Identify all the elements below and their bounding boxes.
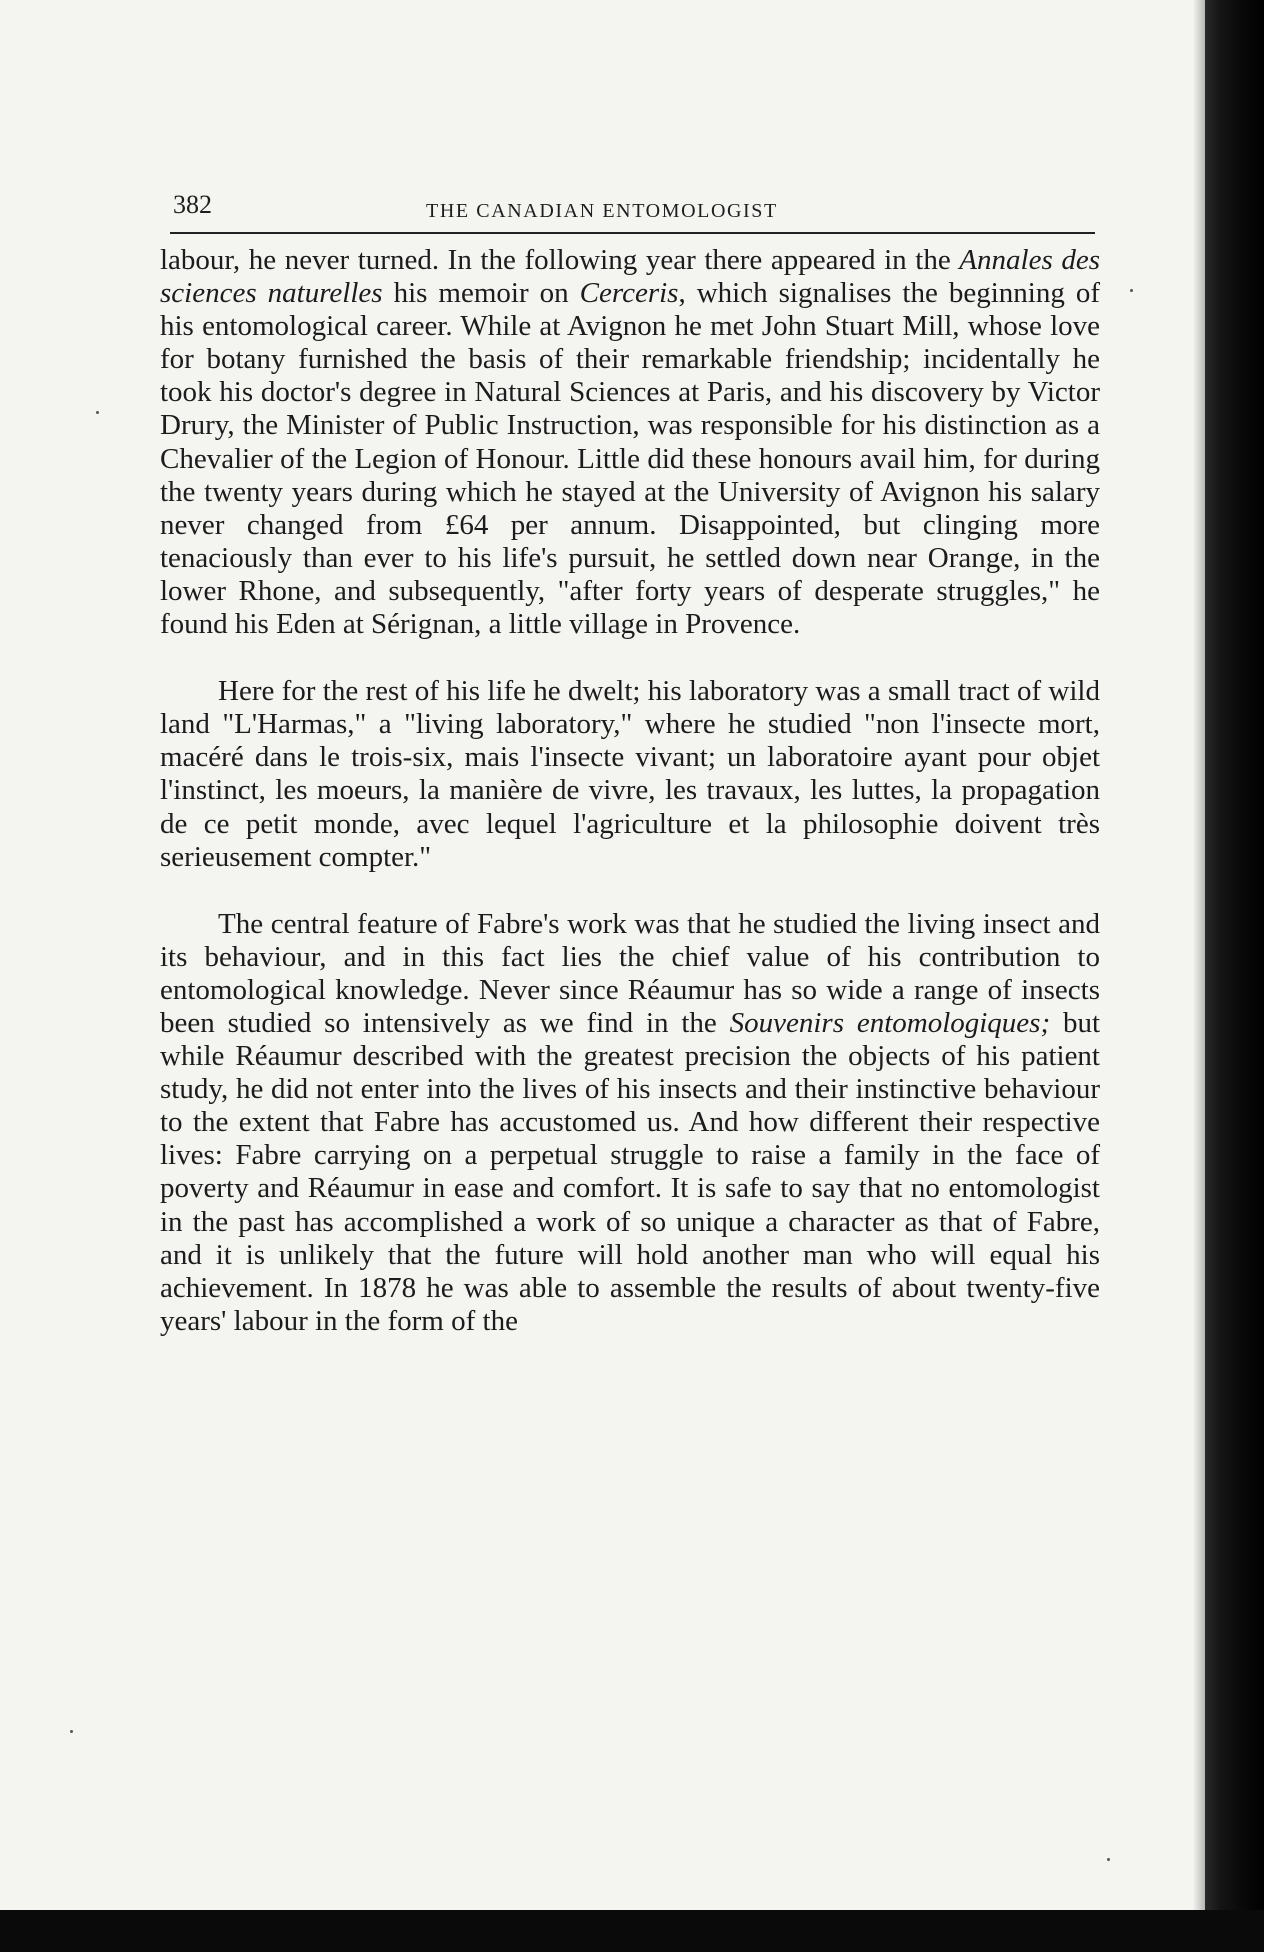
header-rule — [170, 232, 1095, 234]
dust-speck — [96, 411, 99, 414]
scan-border — [0, 1910, 1264, 1952]
paragraph-gap — [160, 874, 1100, 908]
paragraph-2: Here for the rest of his life he dwelt; his laboratory was a small tract of wild land "L'Harmas," a "living laboratory," where he studied "non l'insecte mort, macéré dans le trois-six, mais l'insecte vivant; un laboratoire ayant pour objet l'instinct, les moeurs, la manière de vivre, les travaux, les luttes, la propagation de ce petit monde, avec lequel l'agriculture et la philosophie doivent très serieusement compter." — [160, 675, 1100, 873]
paragraph-1 — [160, 244, 1100, 641]
paragraph-gap — [160, 641, 1100, 675]
page-number: 382 — [173, 190, 212, 219]
dust-speck — [70, 1730, 73, 1733]
paragraph-1-text-a: labour, he never turned. In the following year there appeared in the — [160, 244, 960, 276]
page-edge — [1205, 0, 1264, 1952]
paragraph-3 — [160, 908, 1100, 1338]
dust-speck — [1107, 1858, 1110, 1861]
paragraph-1-text-c: , which signalises the beginning of his entomological career. While at Avignon he met John Stuart Mill, whose love for botany furnished the basis of their remarkable friendship; incidentally he took his doctor's degree in Natural Sciences at Paris, and his discovery by Victor Drury, the Minister of Public Instruction, was responsible for his distinction as a Chevalier of the Legion of Honour. Little did these honours avail him, for during the twenty years during which he stayed at the University of Avignon his salary never changed from £64 per annum. Disappointed, but clinging more tenaciously than ever to his life's pursuit, he settled down near Orange, in the lower Rhone, and subsequently, "after forty years of desperate struggles," he found his Eden at Sérignan, a little village in Provence. — [160, 277, 1100, 641]
body-text — [160, 244, 1100, 1338]
paragraph-1-text-b: his memoir on — [382, 277, 580, 310]
paragraph-3-text-a: The central feature of Fabre's work was that he studied the living insect and its behaviour, and in this fact lies the chief value of his contribution to entomological knowledge. Never since Réaumur has so wide a range of insects been studied so intensively as we find in the — [160, 907, 1100, 1039]
book-title-souvenirs: Souvenirs entomologiques; — [729, 1006, 1051, 1039]
dust-speck — [1130, 289, 1133, 292]
genus-cerceris: Cerceris — [579, 277, 679, 310]
paragraph-3-text-b: but while Réaumur described with the greatest precision the objects of his patient study, he did not enter into the lives of his insects and their instinctive behaviour to the extent that Fabre has accustomed us. And how different their respective lives: Fabre carrying on a perpetual struggle to raise a family in the face of poverty and Réaumur in ease and comfort. It is safe to say that no entomologist in the past has accomplished a work of so unique a character as that of Fabre, and it is unlikely that the future will hold another man who will equal his achievement. In 1878 he was able to assemble the results of about twenty-five years' labour in the form of the — [160, 1006, 1101, 1337]
running-title: THE CANADIAN ENTOMOLOGIST — [426, 200, 778, 222]
journal-title-annales: Annales des sciences naturelles — [160, 244, 1100, 310]
page-header — [170, 190, 1100, 230]
